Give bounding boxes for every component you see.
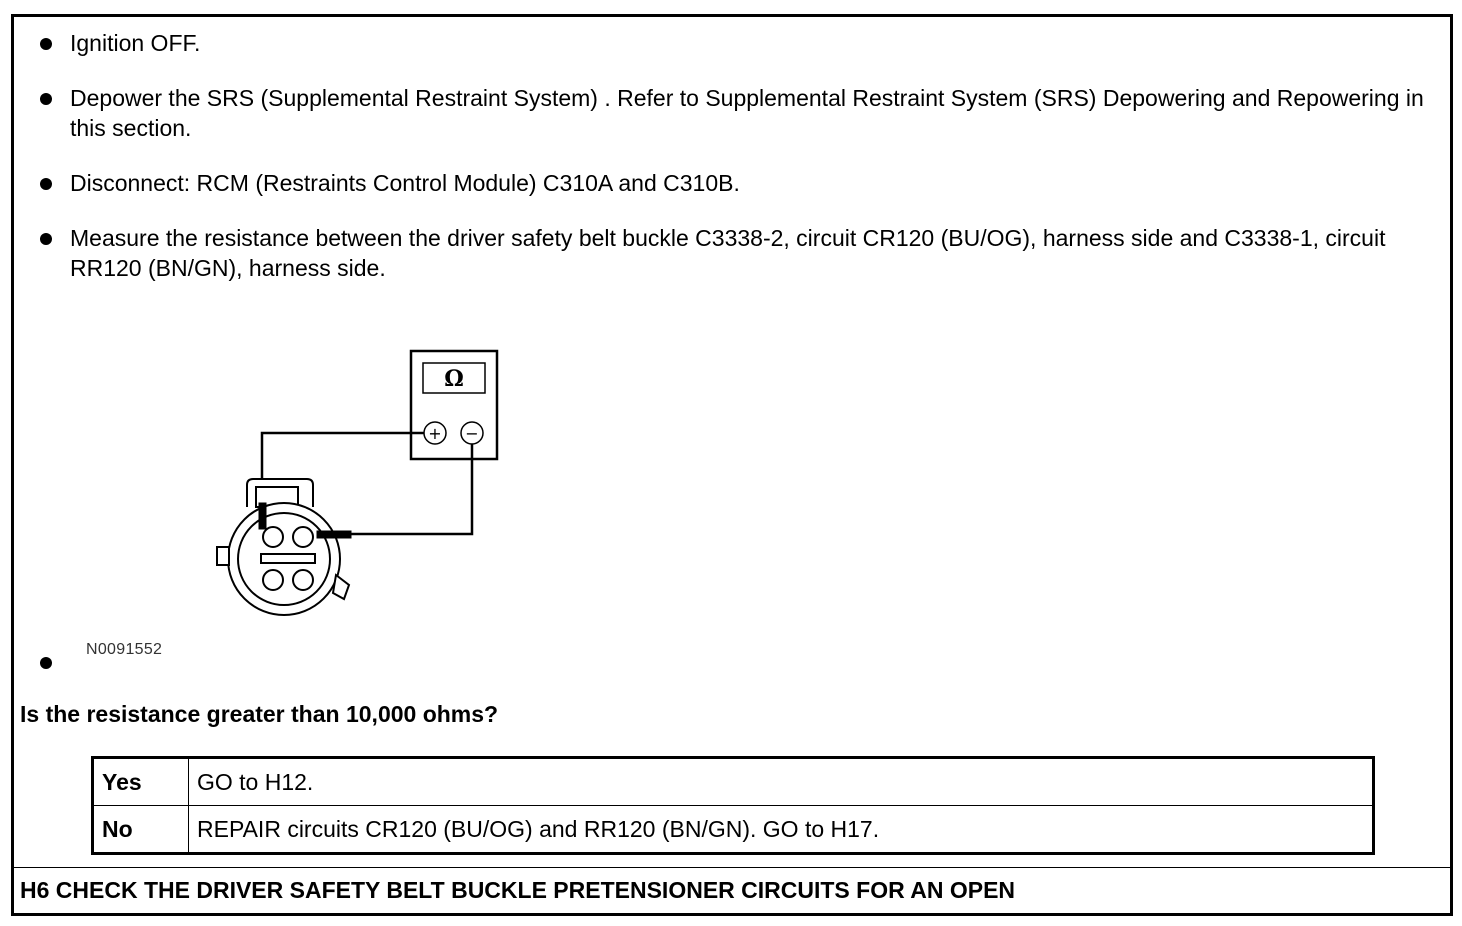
ohmmeter-icon (411, 351, 497, 459)
bullet-icon (40, 178, 52, 190)
next-step-title: H6 CHECK THE DRIVER SAFETY BELT BUCKLE PRETENSIONER CIRCUITS FOR AN OPEN (20, 877, 1016, 903)
step-item: Disconnect: RCM (Restraints Control Module) C310A and C310B. (70, 170, 740, 196)
bullet-icon (40, 93, 52, 105)
action-cell: GO to H12. (189, 758, 1374, 806)
bullet-icon (40, 38, 52, 50)
connector-icon (217, 479, 349, 615)
question: Is the resistance greater than 10,000 ohms? (20, 701, 499, 727)
action-cell: REPAIR circuits CR120 (BU/OG) and RR120 (BN/GN). GO to H17. (189, 806, 1374, 854)
step-item: Ignition OFF. (70, 30, 201, 56)
answer-cell: Yes (93, 758, 189, 806)
step-item: Depower the SRS (Supplemental Restraint System) . Refer to Supplemental Restraint System (SRS) Depowering and Repowering in this section. (70, 85, 1424, 141)
table-row (93, 806, 1374, 854)
table-row (93, 758, 1374, 806)
bullet-icon (40, 657, 52, 669)
result-table (91, 756, 1375, 855)
step-item: Measure the resistance between the driver safety belt buckle C3338-2, circuit CR120 (BU/OG), harness side and C3338-1, circuit RR120 (BN/GN), harness side. (70, 225, 1386, 281)
answer-cell: No (93, 806, 189, 854)
procedure-frame (11, 14, 1453, 916)
section-divider (14, 867, 1450, 868)
ohmmeter-connector-diagram (199, 347, 519, 637)
figure-id: N0091552 (86, 641, 163, 658)
minus-terminal-label: − (465, 424, 479, 443)
ohm-symbol: Ω (444, 366, 464, 392)
bullet-icon (40, 233, 52, 245)
plus-terminal-label: + (428, 424, 442, 443)
